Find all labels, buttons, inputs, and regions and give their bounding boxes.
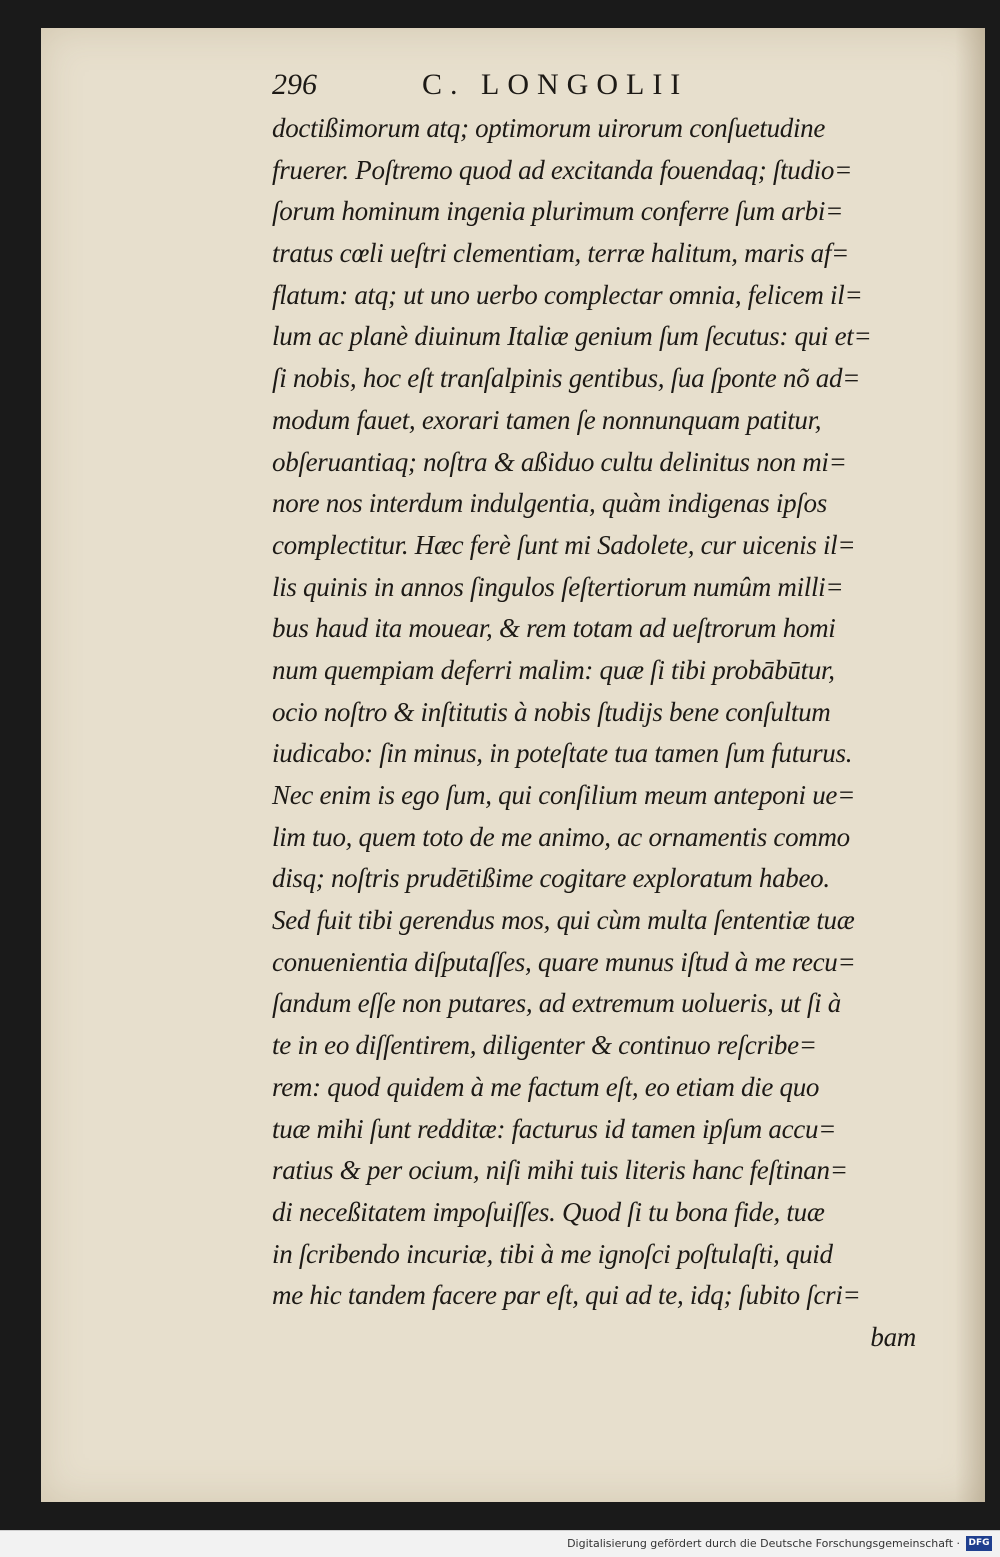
text-line: Sed fuit tibi gerendus mos, qui cùm multa ſententiæ tuæ (272, 905, 855, 936)
text-line: in ſcribendo incuriæ, tibi à me ignoſci poſtulaſti, quid (272, 1238, 833, 1269)
text-line: num quempiam deferri malim: quæ ſi tibi probābūtur, (272, 654, 835, 685)
text-line: nore nos interdum indulgentia, quàm indigenas ipſos (272, 488, 827, 519)
text-line: bus haud ita mouear, & rem totam ad ueſtrorum homi (272, 613, 836, 644)
text-line: fruerer. Poſtremo quod ad excitanda fouendaq; ſtudio= (272, 154, 852, 185)
text-line: ratius & per ocium, niſi mihi tuis literis hanc feſtinan= (272, 1155, 848, 1186)
text-line: te in eo diſſentirem, diligenter & continuo reſcribe= (272, 1030, 817, 1061)
text-line: rem: quod quidem à me factum eſt, eo etiam die quo (272, 1071, 820, 1102)
text-line: di neceßitatem impoſuiſſes. Quod ſi tu bona fide, tuæ (272, 1196, 825, 1227)
text-line: conuenientia diſputaſſes, quare munus iſtud à me recu= (272, 946, 856, 977)
text-line: tuæ mihi ſunt redditæ: facturus id tamen ipſum accu= (272, 1113, 837, 1144)
page-edge-shadow (955, 28, 985, 1502)
page-number: 296 (272, 68, 317, 101)
digitization-footer (0, 1530, 1000, 1557)
text-line: me hic tandem facere par eſt, qui ad te, idq; ſubito ſcri= (272, 1280, 861, 1311)
text-line: tratus cœli ueſtri clementiam, terræ halitum, maris af= (272, 238, 849, 269)
dfg-logo-icon: DFG (966, 1536, 992, 1551)
text-line: obſeruantiaq; noſtra & aßiduo cultu delinitus non mi= (272, 446, 847, 477)
text-line: lim tuo, quem toto de me animo, ac ornamentis commo (272, 821, 850, 852)
text-line: ocio noſtro & inſtitutis à nobis ſtudijs bene conſultum (272, 696, 831, 727)
text-line: ſorum hominum ingenia plurimum conferre ſum arbi= (272, 196, 843, 227)
text-line: complectitur. Hæc ferè ſunt mi Sadolete, cur uicenis il= (272, 529, 856, 560)
text-line: Nec enim is ego ſum, qui conſilium meum anteponi ue= (272, 780, 856, 810)
text-line: lum ac planè diuinum Italiæ genium ſum ſecutus: qui et= (272, 321, 872, 352)
text-line: disq; noſtris prudētißime cogitare exploratum habeo. (272, 863, 830, 894)
text-line: ſandum eſſe non putares, ad extremum uolueris, ut ſi à (272, 988, 841, 1019)
text-line: iudicabo: ſin minus, in poteſtate tua tamen ſum futurus. (272, 738, 853, 769)
catchword: bam (870, 1321, 916, 1352)
funding-credit: Digitalisierung gefördert durch die Deutsche Forschungsgemeinschaft · (567, 1537, 960, 1550)
running-title: C. LONGOLII (422, 68, 689, 101)
text-line: doctißimorum atq; optimorum uirorum conſuetudine (272, 113, 826, 143)
text-line: ſi nobis, hoc eſt tranſalpinis gentibus, ſua ſponte nõ ad= (272, 363, 861, 394)
text-line: flatum: atq; ut uno uerbo complectar omnia, felicem il= (272, 279, 863, 310)
running-head (272, 68, 912, 108)
body-text (272, 108, 922, 1359)
text-line: modum fauet, exorari tamen ſe nonnunquam patitur, (272, 404, 822, 435)
text-line: lis quinis in annos ſingulos ſeſtertiorum numûm milli= (272, 571, 844, 602)
